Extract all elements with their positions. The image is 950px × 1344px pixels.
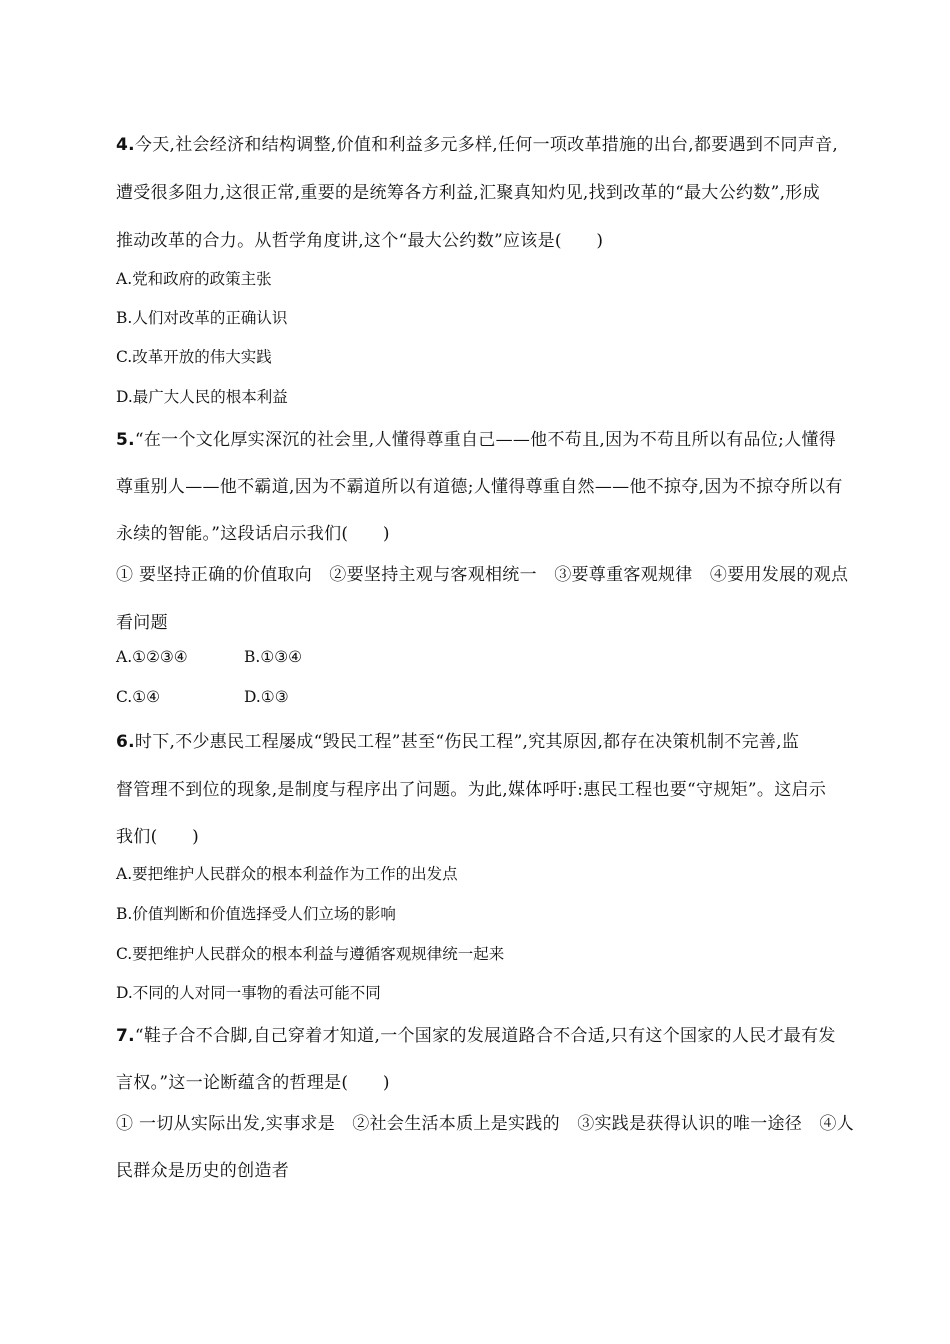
q7-statements-line-2: 民群众是历史的创造者 [116, 1161, 289, 1181]
q6-number: 6. [116, 732, 135, 752]
q4-line-3: 推动改革的合力。从哲学角度讲,这个“最大公约数”应该是( ) [116, 231, 604, 251]
q5-line-1: 5.“在一个文化厚实深沉的社会里,人懂得尊重自己——他不苟且,因为不苟且所以有品位;人懂得 [116, 430, 837, 450]
q5-statements-line-1: ① 要坚持正确的价值取向 ②要坚持主观与客观相统一 ③要尊重客观规律 ④要用发展的观点 [116, 565, 849, 585]
q4-option-b: B.人们对改革的正确认识 [116, 309, 288, 327]
q7-line-1: 7.“鞋子合不合脚,自己穿着才知道,一个国家的发展道路合不合适,只有这个国家的人民才最有发 [116, 1026, 836, 1046]
q7-statements-line-1: ① 一切从实际出发,实事求是 ②社会生活本质上是实践的 ③实践是获得认识的唯一途径 ④人 [116, 1114, 855, 1134]
q4-line-2: 遭受很多阻力,这很正常,重要的是统筹各方利益,汇聚真知灼见,找到改革的“最大公约数”,形成 [116, 183, 820, 203]
q5-line-2: 尊重别人——他不霸道,因为不霸道所以有道德;人懂得尊重自然——他不掠夺,因为不掠夺所以有 [116, 477, 843, 497]
q5-line-3: 永续的智能。”这段话启示我们( ) [116, 524, 390, 544]
q7-line-2: 言权。”这一论断蕴含的哲理是( ) [116, 1073, 390, 1093]
q6-line-1: 6.时下,不少惠民工程屡成“毁民工程”甚至“伤民工程”,究其原因,都存在决策机制不完善,监 [116, 732, 800, 752]
q4-option-d: D.最广大人民的根本利益 [116, 388, 288, 406]
q4-number: 4. [116, 135, 135, 155]
q5-option-d: D.①③ [244, 688, 289, 706]
q5-option-a: A.①②③④ [116, 648, 188, 666]
q6-option-b: B.价值判断和价值选择受人们立场的影响 [116, 905, 396, 923]
q4-option-c: C.改革开放的伟大实践 [116, 348, 272, 366]
q7-number: 7. [116, 1026, 135, 1046]
q6-line-3: 我们( ) [116, 827, 200, 847]
q4-option-a: A.党和政府的政策主张 [116, 270, 272, 288]
q4-line-1: 4.今天,社会经济和结构调整,价值和利益多元多样,任何一项改革措施的出台,都要遇到不同声音, [116, 135, 839, 155]
q6-option-c: C.要把维护人民群众的根本利益与遵循客观规律统一起来 [116, 945, 505, 963]
q5-option-c: C.①④ [116, 688, 161, 706]
q6-option-a: A.要把维护人民群众的根本利益作为工作的出发点 [116, 865, 458, 883]
q5-statements-line-2: 看问题 [116, 613, 168, 633]
q6-option-d: D.不同的人对同一事物的看法可能不同 [116, 984, 381, 1002]
q5-option-b: B.①③④ [244, 648, 303, 666]
q5-number: 5. [116, 430, 135, 450]
q6-line-2: 督管理不到位的现象,是制度与程序出了问题。为此,媒体呼吁:惠民工程也要“守规矩”。这启示 [116, 780, 827, 800]
